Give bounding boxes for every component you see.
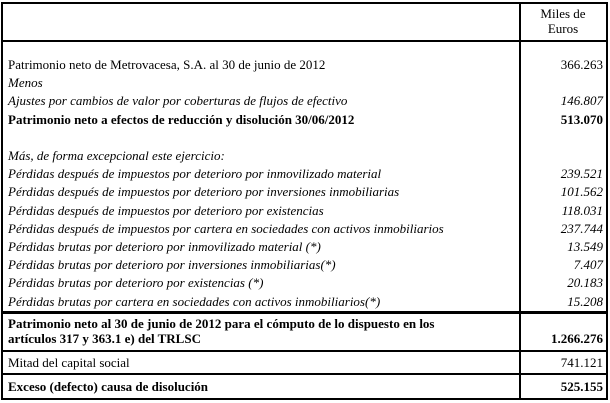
row-label: Pérdidas después de impuestos por deterioro por existencias (8, 202, 324, 218)
row-value: 513.070 (560, 111, 603, 127)
table-row (3, 202, 606, 220)
row-label: Patrimonio neto de Metrovacesa, S.A. al 30 de junio de 2012 (8, 57, 326, 73)
table-row (3, 238, 606, 256)
computo-total-row (3, 314, 606, 352)
row-value: 15.208 (567, 293, 603, 309)
equity-dissolution-table (1, 2, 608, 400)
table-header-row (3, 4, 606, 42)
row-value: 1.266.276 (551, 331, 603, 346)
table-row (3, 220, 606, 238)
units-header-line2: Euros (547, 21, 579, 36)
table-row (3, 274, 606, 292)
table-body (3, 42, 606, 314)
table-row (3, 74, 606, 92)
row-label: Pérdidas después de impuestos por deterioro por inversiones inmobiliarias (8, 184, 400, 200)
computo-label-line1: Patrimonio neto al 30 de junio de 2012 para el cómputo de lo dispuesto en los (8, 316, 435, 331)
row-value: 239.521 (560, 166, 603, 182)
row-value: 146.807 (560, 93, 603, 109)
table-row (3, 292, 606, 310)
table-row (3, 183, 606, 201)
row-value: 118.031 (561, 202, 603, 218)
row-label: Pérdidas brutas por deterioro por existencias (*) (8, 275, 264, 291)
row-value: 366.263 (560, 57, 603, 73)
row-label: Más, de forma excepcional este ejercicio: (8, 148, 225, 164)
row-label: Pérdidas brutas por deterioro por inversiones inmobiliarias(*) (8, 257, 336, 273)
row-label: Patrimonio neto a efectos de reducción y disolución 30/06/2012 (8, 111, 355, 127)
header-empty-cell (3, 4, 520, 40)
table-row (3, 56, 606, 74)
row-value: 525.155 (560, 378, 603, 394)
row-label: Menos (8, 75, 43, 91)
row-label: Pérdidas brutas por deterioro por inmovilizado material (*) (8, 238, 321, 254)
row-value: 237.744 (560, 220, 603, 236)
units-header-cell (520, 4, 606, 40)
excess-dissolution-row (3, 375, 606, 398)
row-label: Pérdidas después de impuestos por cartera en sociedades con activos inmobiliarios (8, 220, 444, 236)
computo-label-line2: artículos 317 y 363.1 e) del TRLSC (8, 331, 201, 346)
table-row (3, 111, 606, 129)
row-label: Exceso (defecto) causa de disolución (8, 378, 209, 394)
row-value: 7.407 (573, 257, 603, 273)
table-row (3, 92, 606, 110)
table-row (3, 165, 606, 183)
half-capital-row (3, 352, 606, 375)
row-value: 741.121 (560, 354, 603, 370)
row-label (3, 314, 520, 350)
table-row (3, 147, 606, 165)
row-label: Pérdidas después de impuestos por deterioro por inmovilizado material (8, 166, 382, 182)
table-row (3, 256, 606, 274)
units-header-line1: Miles de (540, 6, 586, 21)
table-row (3, 129, 606, 147)
row-label: Ajustes por cambios de valor por coberturas de flujos de efectivo (8, 93, 348, 109)
row-label: Mitad del capital social (8, 354, 130, 370)
row-value: 13.549 (567, 238, 603, 254)
row-label: Pérdidas brutas por cartera en sociedades con activos inmobiliarios(*) (8, 293, 381, 309)
column-divider-line (519, 4, 521, 398)
row-value: 101.562 (560, 184, 603, 200)
row-value: 20.183 (567, 275, 603, 291)
